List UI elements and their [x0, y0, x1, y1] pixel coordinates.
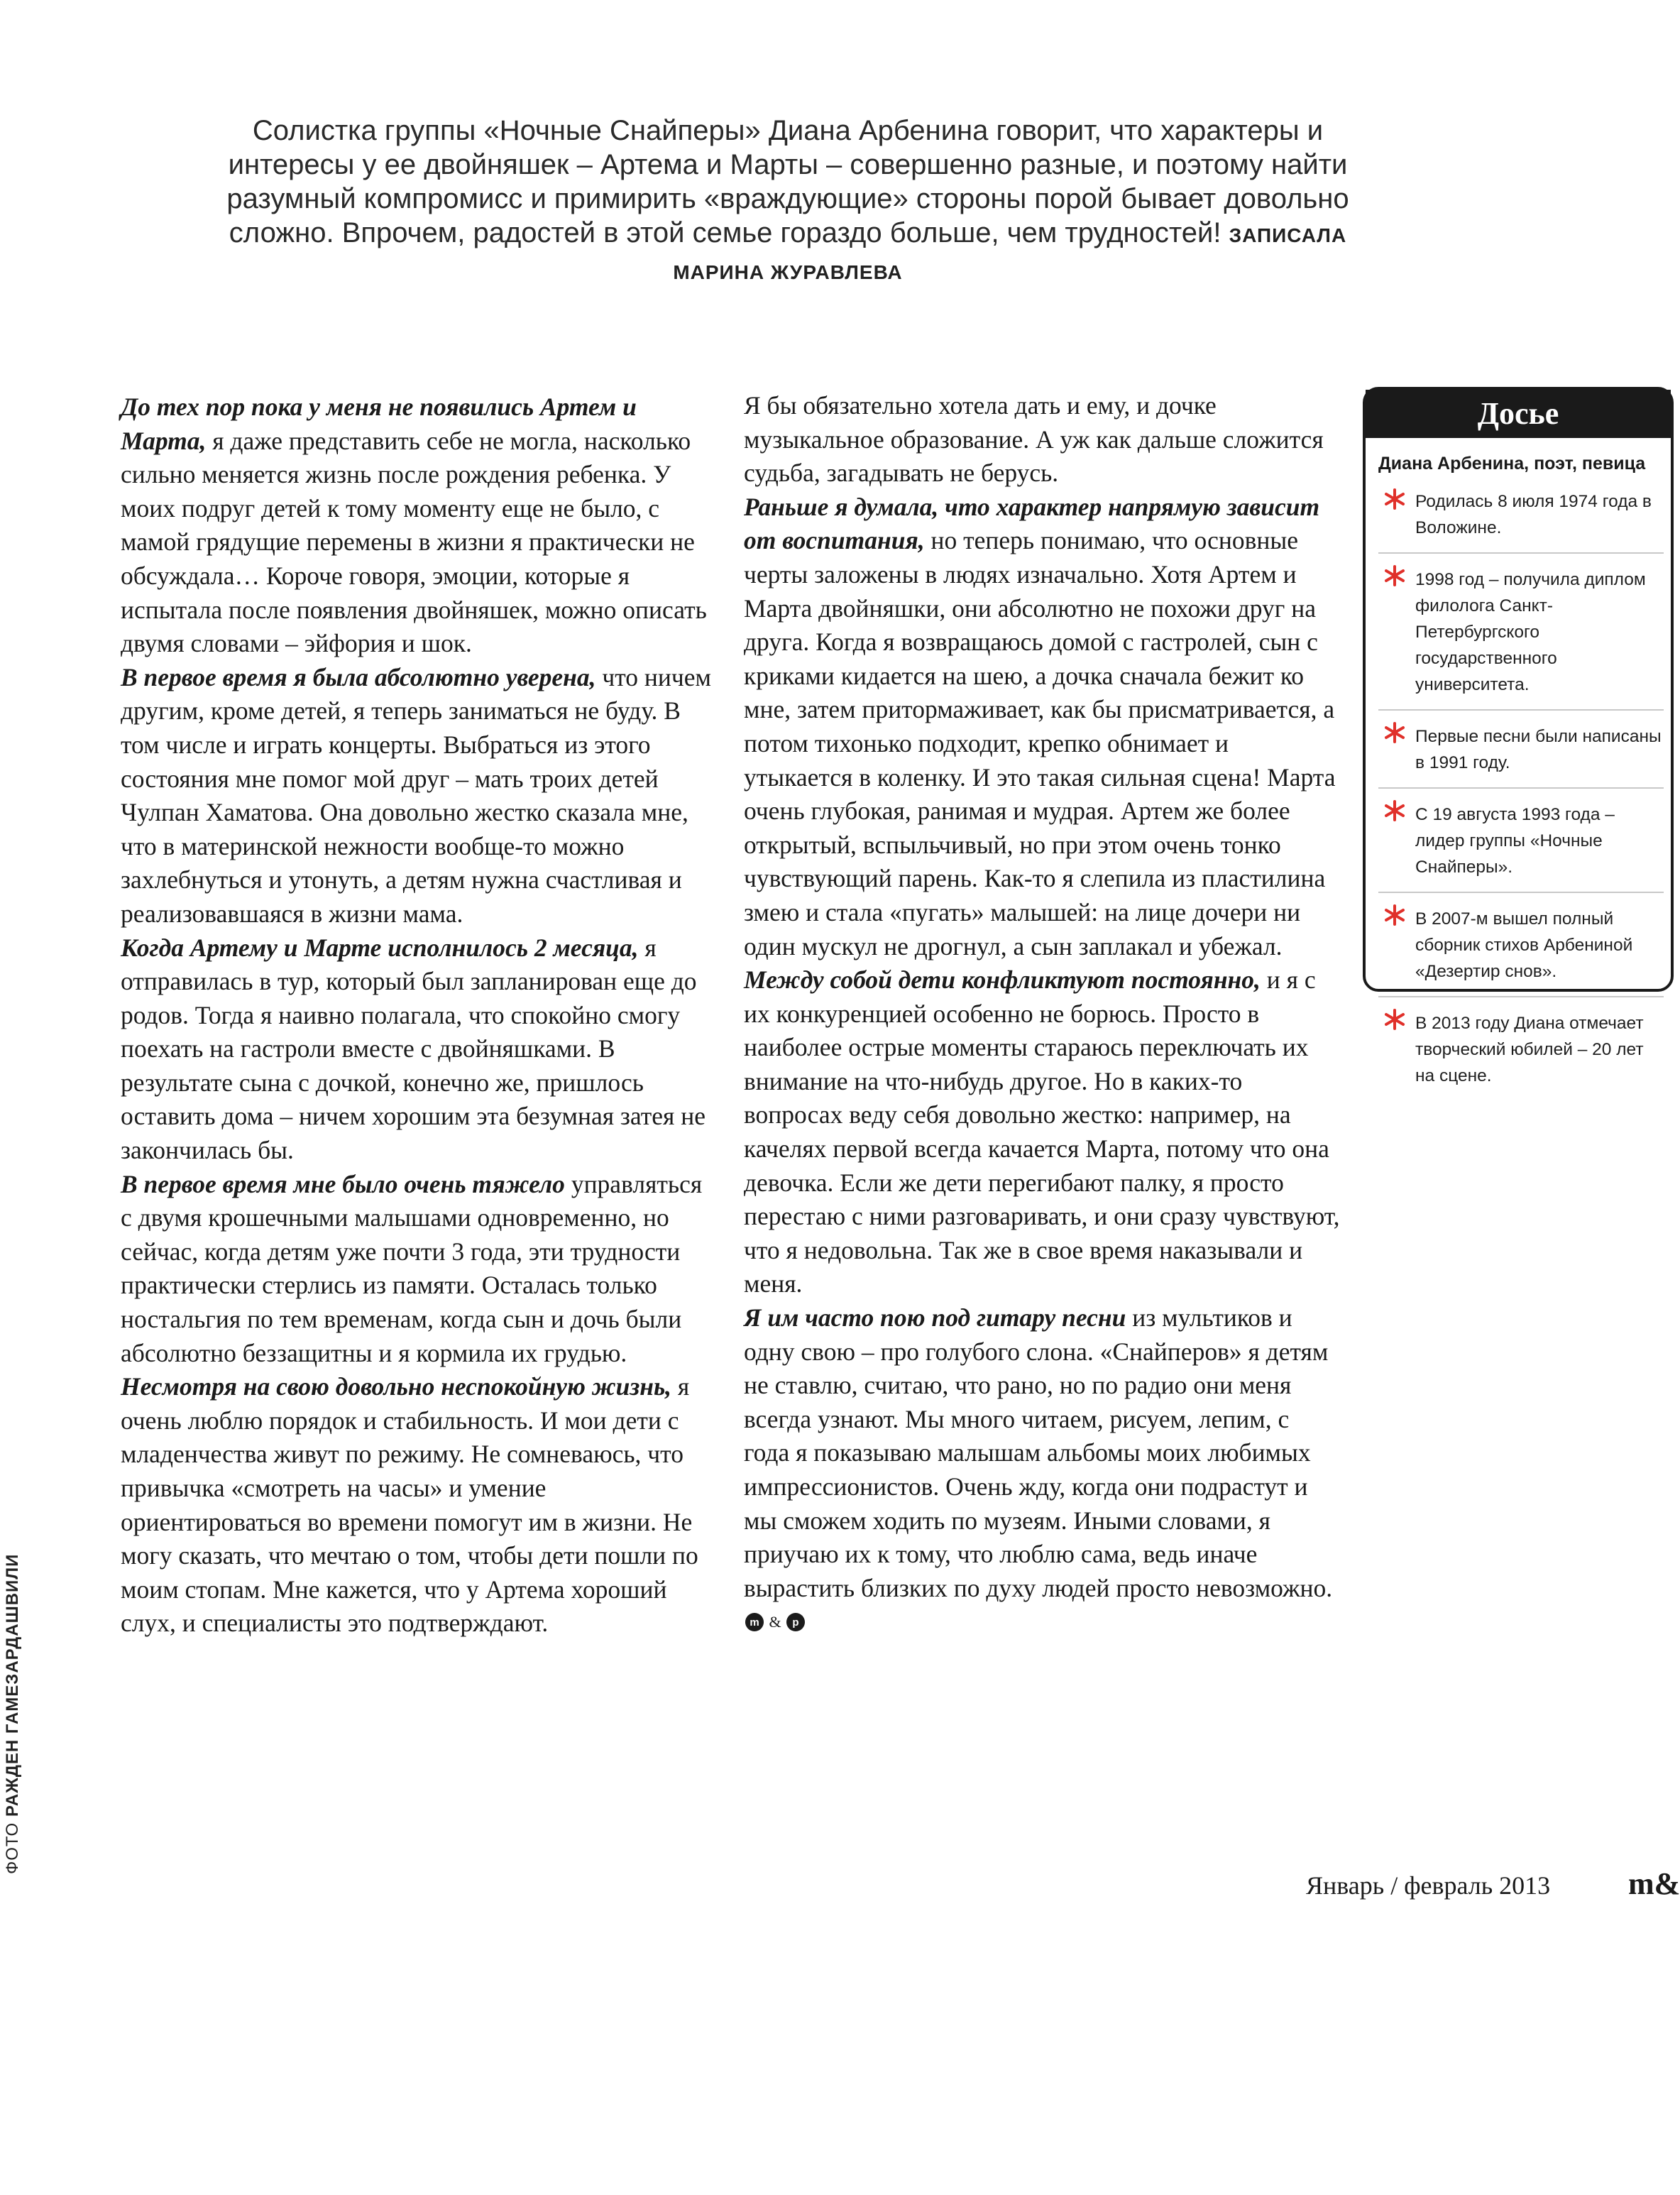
dossier-item-text: 1998 год – получила диплом филолога Санкт-Петербургского государственного университета.	[1415, 570, 1646, 694]
paragraph-lead: Когда Артему и Марте исполнилось 2 месяца,	[121, 933, 639, 962]
asterisk-bullet-icon	[1383, 721, 1407, 745]
paragraph-text: управляться с двумя крошечными малышами одновременно, но сейчас, когда детям уже почти 3 года, эти трудности практически стерлись из памяти. Осталась только ностальгия по тем временам, когда сын и дочь были абсолютно беззащитны и я кормила их грудью.	[121, 1169, 703, 1367]
dossier-item	[1378, 996, 1664, 1100]
magazine-logo: m&	[1628, 1866, 1680, 1901]
article-paragraph	[744, 963, 1340, 1301]
asterisk-bullet-icon	[1383, 903, 1407, 927]
paragraph-text: что ничем другим, кроме детей, я теперь заниматься не буду. В том числе и играть концерты. Выбраться из этого состояния мне помог мой друг – мать троих детей Чулпан Хаматова. Она довольно жестко сказала мне, что в материнской нежности вообще-то можно захлебнуться и утонуть, а детям нужна счастливая и реализовавшаяся в жизни мама.	[121, 662, 711, 928]
article-paragraph	[744, 491, 1340, 963]
photo-credit-name: РАЖДЕН ГАМЕЗАРДАШВИЛИ	[3, 1553, 22, 1817]
dossier-list	[1366, 484, 1671, 1100]
intro-text: Солистка группы «Ночные Снайперы» Диана Арбенина говорит, что характеры и интересы у ее двойняшек – Артема и Марты – совершенно разные, и поэтому найти разумный компромисс и примирить «враждующие» стороны порой бывает довольно сложно. Впрочем, радостей в этой семье гораздо больше, чем трудностей!	[226, 115, 1349, 248]
dossier-item	[1378, 709, 1664, 787]
paragraph-lead: Несмотря на свою довольно неспокойную жизнь,	[121, 1372, 672, 1401]
asterisk-bullet-icon	[1383, 1007, 1407, 1031]
article-paragraph	[744, 389, 1340, 491]
article-paragraph	[121, 661, 717, 931]
paragraph-text: из мультиков и одну свою – про голубого слона. «Снайперов» я детям не ставлю, считаю, что рано, но по радио они меня всегда узнают. Мы много читаем, рисуем, лепим, с года я показываю малышам альбомы моих любимых импрессионистов. Очень жду, когда они подрастут и мы сможем ходить по музеям. Иными словами, я приучаю их к тому, что люблю сама, ведь иначе вырастить близких по духу людей просто невозможно.	[744, 1303, 1333, 1602]
asterisk-bullet-icon	[1383, 799, 1407, 823]
intro-lead	[213, 114, 1363, 290]
paragraph-lead: В первое время я была абсолютно уверена,	[121, 662, 596, 691]
asterisk-bullet-icon	[1383, 487, 1407, 511]
article-paragraph	[121, 390, 717, 661]
paragraph-text: я даже представить себе не могла, насколько сильно меняется жизнь после рождения ребенка. У моих подруг детей к тому моменту еще не было, с мамой грядущие перемены в жизни я практически не обсуждала… Короче говоря, эмоции, которые я испытала после появления двойняшек, можно описать двумя словами – эйфория и шок.	[121, 426, 707, 658]
dossier-subtitle: Диана Арбенина, поэт, певица	[1378, 454, 1646, 474]
asterisk-bullet-icon	[1383, 564, 1407, 588]
dossier-item-text: В 2007-м вышел полный сборник стихов Арбениной «Дезертир снов».	[1415, 909, 1633, 981]
dossier-item-text: Первые песни были написаны в 1991 году.	[1415, 727, 1662, 772]
article-paragraph	[121, 931, 717, 1168]
svg-text:&: &	[769, 1613, 781, 1631]
svg-text:m: m	[750, 1616, 759, 1629]
paragraph-lead: Между собой дети конфликтуют постоянно,	[744, 965, 1261, 995]
paragraph-lead: До тех пор пока у меня не появились Артем и Марта,	[121, 393, 637, 455]
paragraph-lead: В первое время мне было очень тяжело	[121, 1169, 565, 1198]
dossier-item-text: В 2013 году Диана отмечает творческий юбилей – 20 лет на сцене.	[1415, 1014, 1644, 1085]
dossier-title: Досье	[1366, 390, 1671, 438]
paragraph-text: но теперь понимаю, что основные черты заложены в людях изначально. Хотя Артем и Марта двойняшки, они абсолютно не похожи друг на друга. Когда я возвращаюсь домой с гастролей, сын с криками кидается на шею, а дочка сначала бежит ко мне, затем притормаживает, как бы присматривается, а потом тихонько подходит, крепко обнимает и утыкается в коленку. И это такая сильная сцена! Марта очень глубокая, ранимая и мудрая. Артем же более открытый, вспыльчивый, но при этом очень тонко чувствующий парень. Как-то я слепила из пластилина змею и стала «пугать» малышей: на лице дочери ни один мускул не дрогнул, а сын заплакал и убежал.	[744, 526, 1336, 960]
dossier-item	[1378, 552, 1664, 709]
dossier-item-text: Родилась 8 июля 1974 года в Воложине.	[1415, 492, 1652, 537]
article-paragraph	[121, 1370, 717, 1641]
dossier-item	[1378, 787, 1664, 892]
article-column-left	[121, 390, 717, 1641]
dossier-item	[1378, 484, 1664, 552]
paragraph-text: я отправилась в тур, который был запланирован еще до родов. Тогда я наивно полагала, что спокойно смогу поехать на гастроли вместе с двойняшками. В результате сына с дочкой, конечно же, пришлось оставить дома – ничем хорошим эта безумная затея не закончилась бы.	[121, 933, 706, 1165]
article-paragraph	[744, 1301, 1340, 1639]
paragraph-lead: Я им часто пою под гитару песни	[744, 1303, 1126, 1332]
dossier-item-text: С 19 августа 1993 года – лидер группы «Ночные Снайперы».	[1415, 805, 1615, 877]
paragraph-text: и я с их конкуренцией особенно не борюсь. Просто в наиболее острые моменты стараюсь переключать их внимание на что-нибудь другое. Но в каких-то вопросах веду себя довольно жестко: например, на качелях первой всегда качается Марта, потому что она девочка. Если же дети перегибают палку, я просто перестаю с ними разговаривать, и они сразу чувствуют, что я недовольна. Так же в свое время наказывали и меня.	[744, 965, 1340, 1298]
credit-name: МАРИНА ЖУРАВЛЕВА	[673, 261, 903, 283]
paragraph-text: Я бы обязательно хотела дать и ему, и дочке музыкальное образование. А уж как дальше сложится судьба, загадывать не берусь.	[744, 391, 1324, 488]
dossier-item	[1378, 892, 1664, 996]
issue-date: Январь / февраль 2013	[1306, 1871, 1551, 1900]
end-sign-icon	[744, 1611, 806, 1633]
svg-text:p: p	[792, 1616, 799, 1629]
photo-credit	[3, 1477, 27, 1874]
photo-credit-label: ФОТО	[3, 1822, 22, 1874]
paragraph-text: я очень люблю порядок и стабильность. И мои дети с младенчества живут по режиму. Не сомневаюсь, что привычка «смотреть на часы» и умение ориентироваться во времени помогут им в жизни. Не могу сказать, что мечтаю о том, чтобы дети пошли по моим стопам. Мне кажется, что у Артема хороший слух, и специалисты это подтверждают.	[121, 1372, 698, 1638]
dossier-box	[1363, 387, 1674, 1085]
credit-label: ЗАПИСАЛА	[1229, 224, 1347, 246]
article-paragraph	[121, 1168, 717, 1371]
paragraph-lead: Раньше я думала, что характер напрямую зависит от воспитания,	[744, 492, 1320, 555]
article-column-middle	[744, 389, 1340, 1639]
